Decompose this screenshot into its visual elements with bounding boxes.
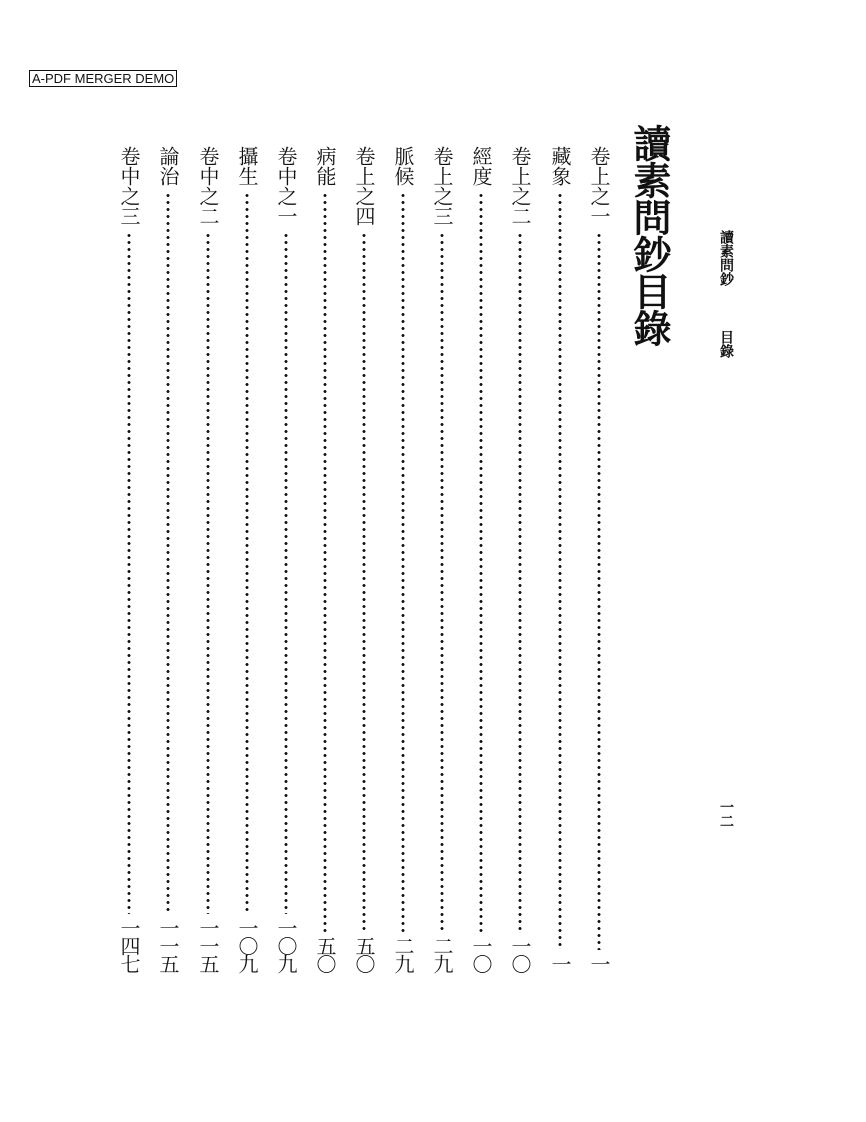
toc-entry-page: 一: [587, 954, 611, 972]
margin-page-number: 一二: [718, 800, 734, 828]
toc-entry-label: 卷上之四: [352, 146, 376, 226]
toc-entry-page: 一〇九: [235, 918, 259, 972]
margin-section-label: 目錄: [718, 330, 734, 358]
toc-entry: [115, 146, 143, 972]
toc-entry-label: 卷上之三: [430, 146, 454, 226]
toc-entry-label: 攝生: [235, 146, 259, 186]
toc-entry: [311, 146, 339, 972]
toc-entry: [350, 146, 378, 972]
watermark-label: A-PDF MERGER DEMO: [29, 70, 177, 87]
page-title: 讀素問鈔目錄: [627, 124, 672, 346]
margin-book-title: 讀素問鈔: [718, 230, 734, 286]
toc-entry: [272, 146, 300, 972]
toc-entry-label: 卷中之三: [117, 146, 141, 226]
toc-entry-label: 卷上之一: [587, 146, 611, 226]
toc-entry-page: 一〇: [469, 936, 493, 972]
toc-entry-page: 一〇: [508, 936, 532, 972]
toc-entry-label: 病能: [313, 146, 337, 186]
leader-dots: [166, 192, 170, 914]
toc-entry-page: 二九: [391, 936, 415, 972]
toc-entry: [194, 146, 222, 972]
toc-entry: [546, 146, 574, 972]
leader-dots: [245, 192, 249, 914]
toc-entry-page: 一一五: [196, 918, 220, 972]
leader-dots: [518, 232, 522, 932]
toc-entry: [233, 146, 261, 972]
toc-entry: [467, 146, 495, 972]
toc-entry-page: 一: [548, 954, 572, 972]
leader-dots: [362, 232, 366, 932]
toc-entry: [585, 146, 613, 972]
toc-entry-page: 二九: [430, 936, 454, 972]
leader-dots: [558, 192, 562, 950]
toc-entry: [506, 146, 534, 972]
leader-dots: [323, 192, 327, 932]
leader-dots: [284, 232, 288, 914]
toc-entry-label: 卷中之一: [274, 146, 298, 226]
toc-entry-label: 卷中之二: [196, 146, 220, 226]
toc-entry-page: 一一五: [156, 918, 180, 972]
toc-entry-page: 一四七: [117, 918, 141, 972]
toc-entry-page: 五〇: [352, 936, 376, 972]
toc-entry-label: 論治: [156, 146, 180, 186]
toc-entry-label: 藏象: [548, 146, 572, 186]
leader-dots: [479, 192, 483, 932]
toc-entry-page: 五〇: [313, 936, 337, 972]
leader-dots: [597, 232, 601, 950]
toc-entry-page: 一〇九: [274, 918, 298, 972]
leader-dots: [206, 232, 210, 914]
toc-entry-label: 經度: [469, 146, 493, 186]
leader-dots: [440, 232, 444, 932]
toc-entry: [389, 146, 417, 972]
toc-entry: [154, 146, 182, 972]
leader-dots: [401, 192, 405, 932]
leader-dots: [127, 232, 131, 914]
toc-entry-label: 脈候: [391, 146, 415, 186]
toc-entry: [428, 146, 456, 972]
toc-entry-label: 卷上之二: [508, 146, 532, 226]
